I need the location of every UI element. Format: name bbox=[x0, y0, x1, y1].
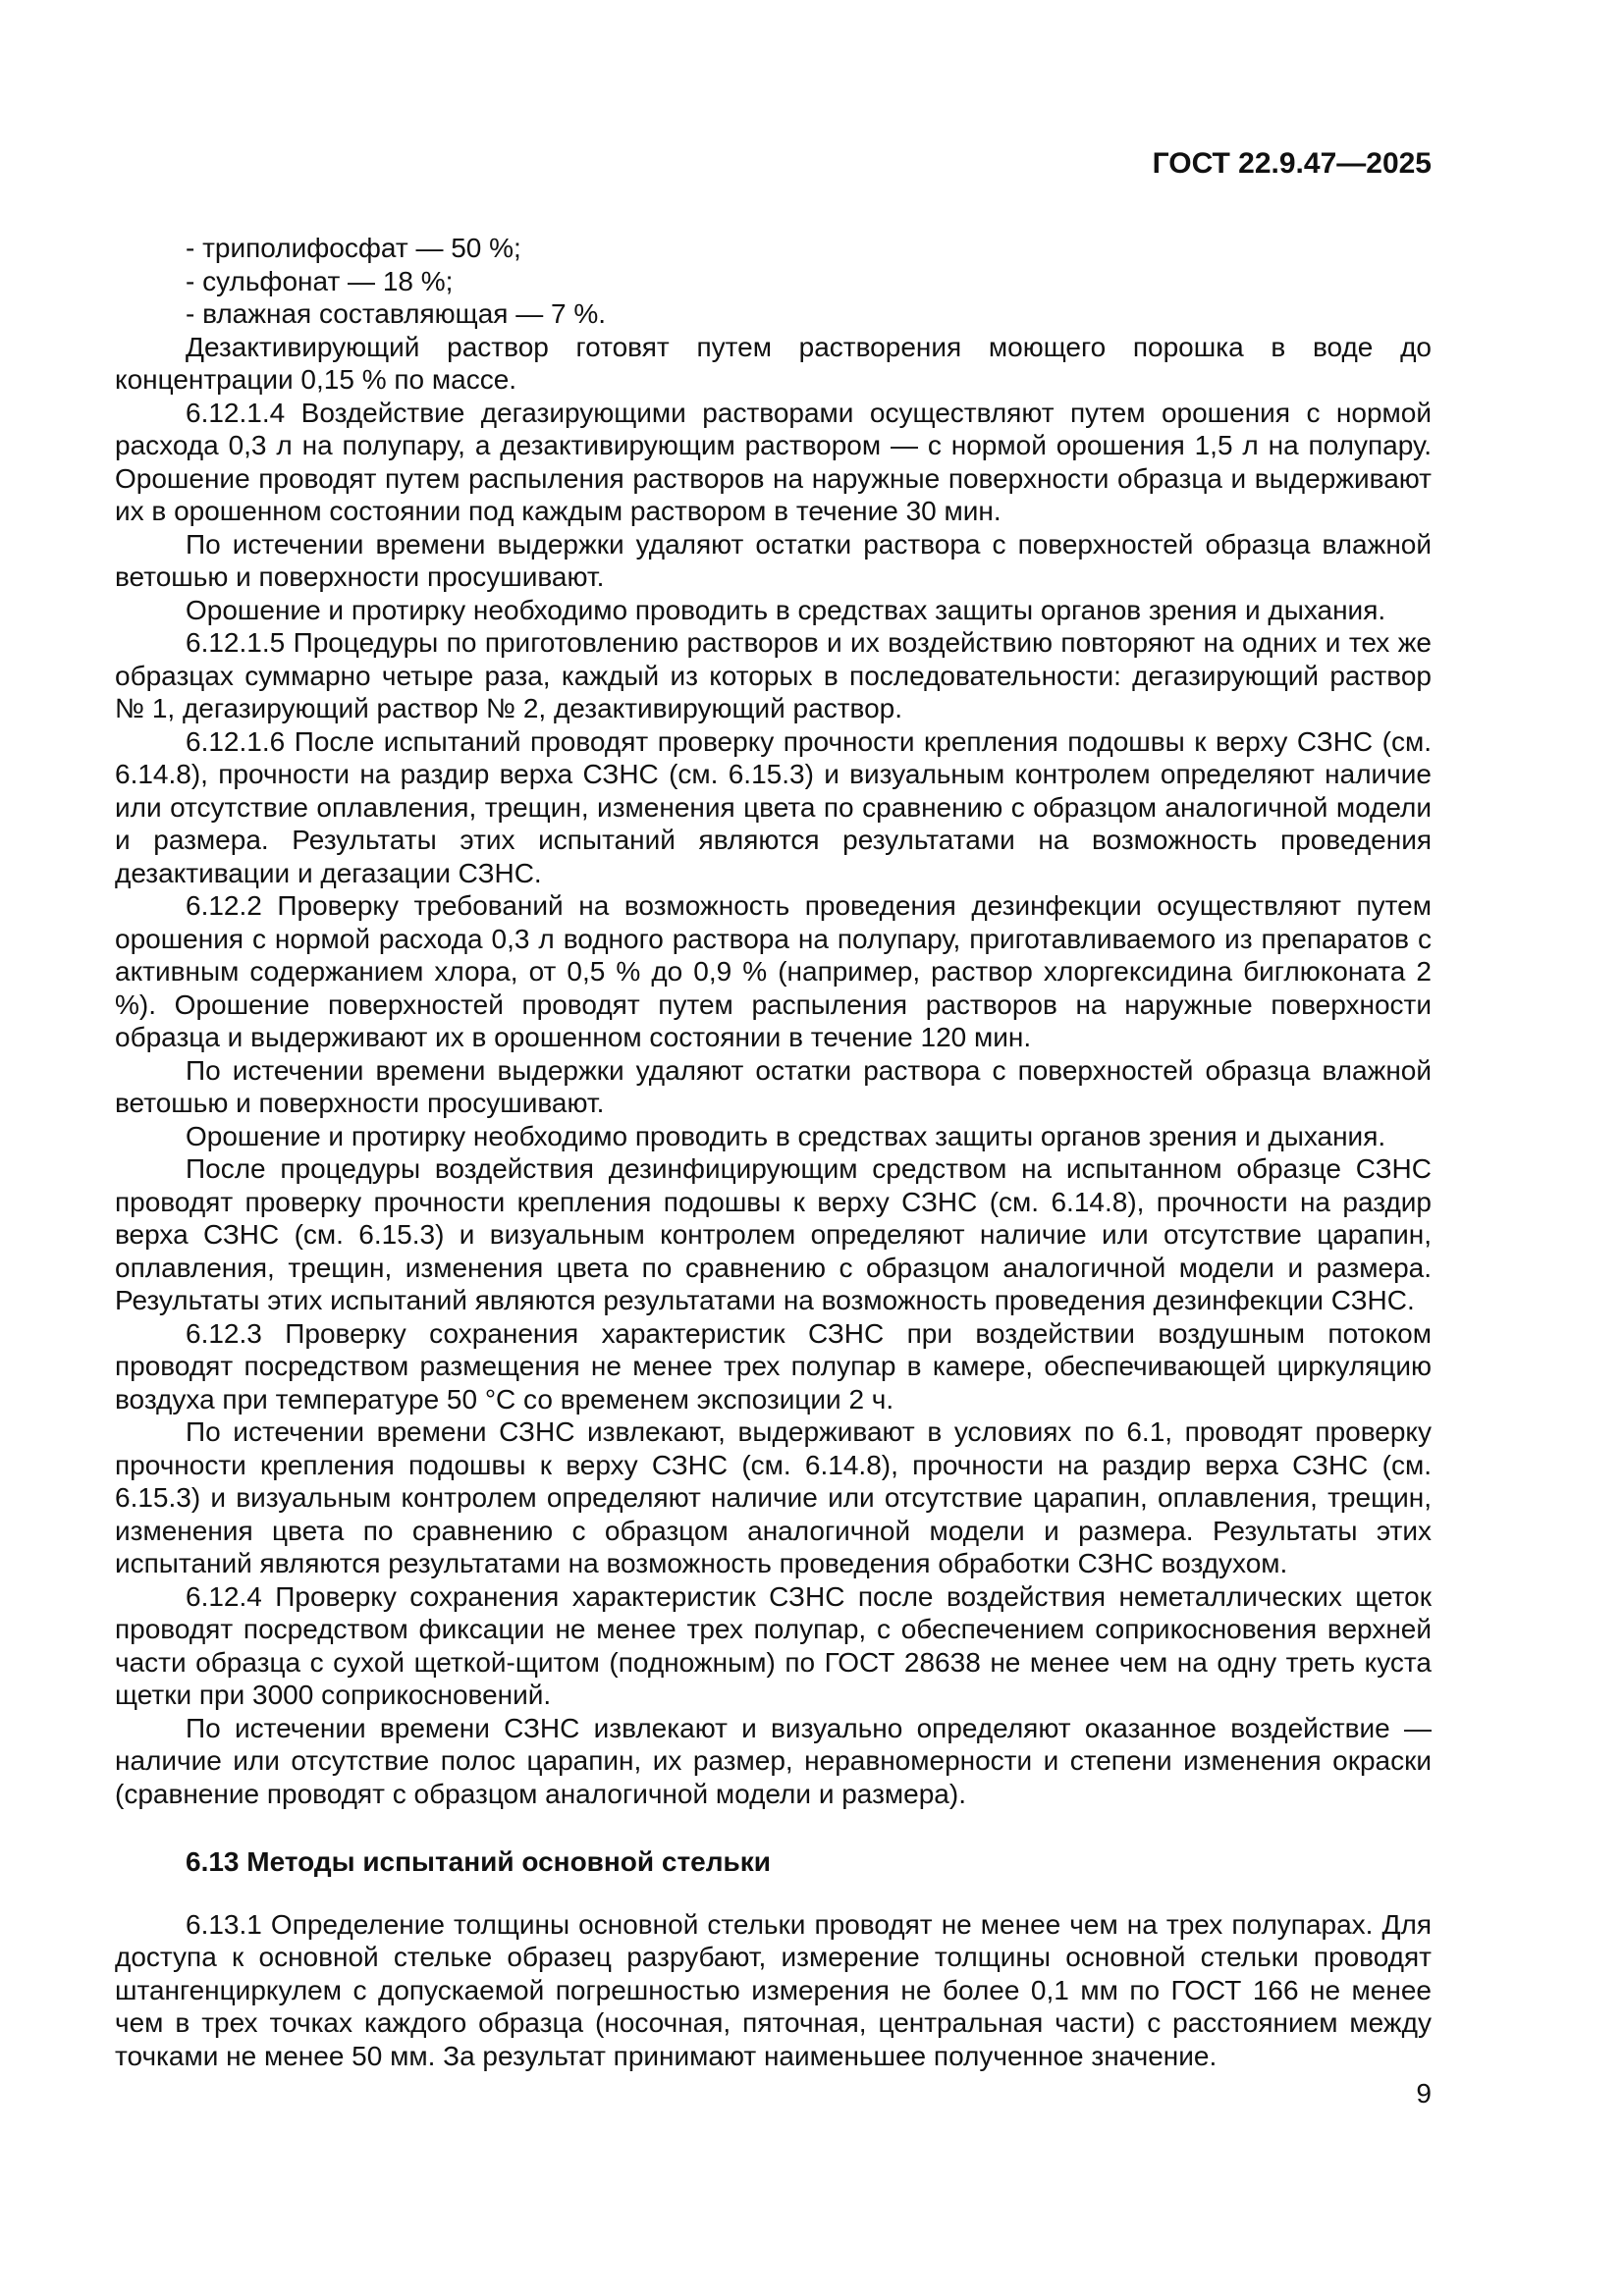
list-item-sulfonate: - сульфонат — 18 %; bbox=[186, 265, 454, 296]
paragraph-6-12-4: 6.12.4 Проверку сохранения характеристик СЗНС после воздействия неметаллических щеток проводят посредством фиксации не менее трех полупар, с обеспечением соприкосновения верхней части образца с сухой щеткой-щитом (подножным) по ГОСТ 28638 не менее чем на одну треть куста щетки при 3000 соприкосновений. bbox=[115, 1580, 1432, 1710]
paragraph-deactivating-solution: Дезактивирующий раствор готовят путем растворения моющего порошка в воде до концентрации 0,15 % по массе. bbox=[115, 331, 1432, 395]
document-code-header: ГОСТ 22.9.47—2025 bbox=[1152, 147, 1432, 180]
paragraph-6-12-1-4: 6.12.1.4 Воздействие дегазирующими растворами осуществляют путем орошения с нормой расхода 0,3 л на полупару, а дезактивирующим раствором — с нормой орошения 1,5 л на полупару. Орошение проводят путем распыления растворов на наружные поверхности образца и выдерживают их в орошенном состоянии под каждым раствором в течение 30 мин. bbox=[115, 397, 1432, 526]
paragraph-residue-removal-1: По истечении времени выдержки удаляют остатки раствора с поверхностей образца влажной ветошью и поверхности просушивают. bbox=[115, 528, 1432, 592]
paragraph-6-12-2: 6.12.2 Проверку требований на возможность проведения дезинфекции осуществляют путем орошения с нормой расхода 0,3 л водного раствора на полупару, приготавливаемого из препаратов с активным содержанием хлора, от 0,5 % до 0,9 % (например, раствор хлоргексидина биглюконата 2 %). Орошение поверхностей проводят путем распыления растворов на наружные поверхности образца и выдерживают их в орошенном состоянии в течение 120 мин. bbox=[115, 890, 1432, 1052]
document-body bbox=[115, 232, 1432, 2072]
paragraph-6-12-3: 6.12.3 Проверку сохранения характеристик СЗНС при воздействии воздушным потоком проводят посредством размещения не менее трех полупар в камере, обеспечивающей циркуляцию воздуха при температуре 50 °С со временем экспозиции 2 ч. bbox=[115, 1317, 1432, 1415]
paragraph-protection-note-2: Орошение и протирку необходимо проводить в средствах защиты органов зрения и дыхания. bbox=[186, 1120, 1386, 1151]
paragraph-6-12-1-6: 6.12.1.6 После испытаний проводят проверку прочности крепления подошвы к верху СЗНС (см. 6.14.8), прочности на раздир верха СЗНС (см. 6.15.3) и визуальным контролем определяют наличие или отсутствие оплавления, трещин, изменения цвета по сравнению с образцом аналогичной модели и размера. Результаты этих испытаний являются результатами на возможность проведения дезактивации и дегазации СЗНС. bbox=[115, 725, 1432, 888]
page-number: 9 bbox=[1416, 2078, 1432, 2109]
paragraph-visual-assessment: По истечении времени СЗНС извлекают и визуально определяют оказанное воздействие — наличие или отсутствие полос царапин, их размер, неравномерности и степени изменения окраски (сравнение проводят с образцом аналогичной модели и размера). bbox=[115, 1712, 1432, 1809]
list-item-moisture: - влажная составляющая — 7 %. bbox=[186, 298, 607, 329]
paragraph-protection-note-1: Орошение и протирку необходимо проводить в средствах защиты органов зрения и дыхания. bbox=[186, 594, 1386, 625]
paragraph-disinfection-check: После процедуры воздействия дезинфицирующим средством на испытанном образце СЗНС проводят проверку прочности крепления подошвы к верху СЗНС (см. 6.14.8), прочности на раздир верха СЗНС (см. 6.15.3) и визуальным контролем определяют наличие или отсутствие царапин, оплавления, трещин, изменения цвета по сравнению с образцом аналогичной модели и размера. Результаты этих испытаний являются результатами на возможность проведения дезинфекции СЗНС. bbox=[115, 1153, 1432, 1315]
paragraph-air-flow-check: По истечении времени СЗНС извлекают, выдерживают в условиях по 6.1, проводят проверку прочности крепления подошвы к верху СЗНС (см. 6.14.8), прочности на раздир верха СЗНС (см. 6.15.3) и визуальным контролем определяют наличие или отсутствие царапин, оплавления, трещин, изменения цвета по сравнению с образцом аналогичной модели и размера. Результаты этих испытаний являются результатами на возможность проведения обработки СЗНС воздухом. bbox=[115, 1416, 1432, 1578]
paragraph-6-13-1: 6.13.1 Определение толщины основной стельки проводят не менее чем на трех полупарах. Для доступа к основной стельке образец разрубают, измерение толщины основной стельки проводят штангенциркулем с допускаемой погрешностью измерения не более 0,1 мм по ГОСТ 166 не менее чем в трех точках каждого образца (носочная, пяточная, центральная части) с расстоянием между точками не менее 50 мм. За результат принимают наименьшее полученное значение. bbox=[115, 1908, 1432, 2071]
paragraph-6-12-1-5: 6.12.1.5 Процедуры по приготовлению растворов и их воздействию повторяют на одних и тех же образцах суммарно четыре раза, каждый из которых в последовательности: дегазирующий раствор № 1, дегазирующий раствор № 2, дезактивирующий раствор. bbox=[115, 627, 1432, 723]
list-item-tripolyphosphate: - триполифосфат — 50 %; bbox=[186, 233, 521, 263]
section-heading-6-13: 6.13 Методы испытаний основной стельки bbox=[186, 1846, 771, 1877]
paragraph-residue-removal-2: По истечении времени выдержки удаляют остатки раствора с поверхностей образца влажной ветошью и поверхности просушивают. bbox=[115, 1054, 1432, 1118]
